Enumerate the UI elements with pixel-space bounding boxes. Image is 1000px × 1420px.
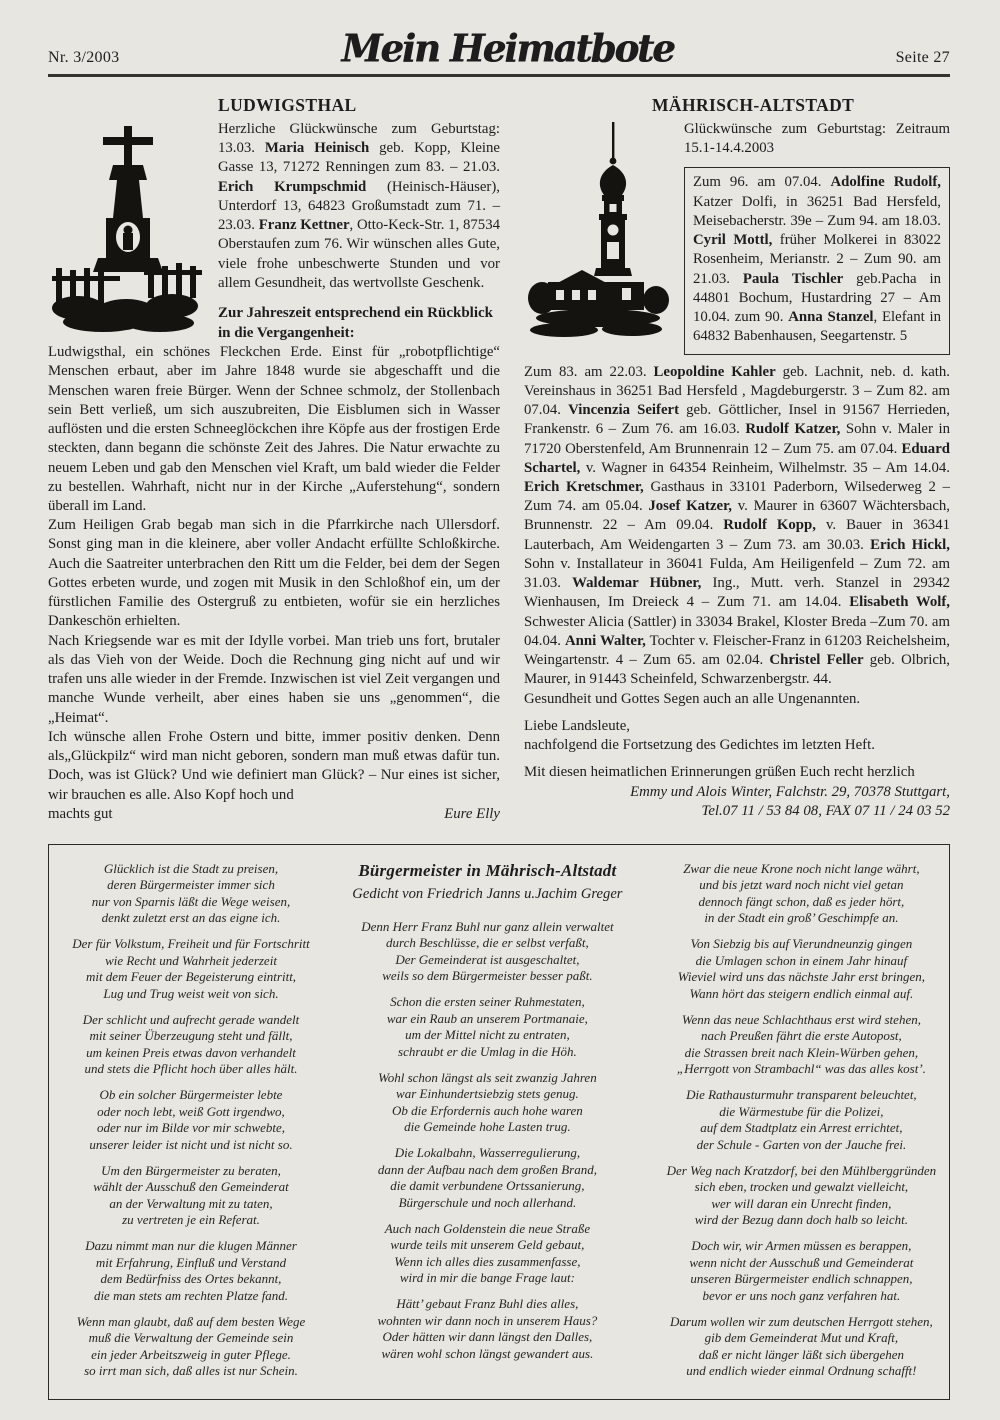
poem-line: Wenn das neue Schlachthaus erst wird stehen, [681, 1011, 921, 1027]
poem-stanza [652, 936, 951, 1002]
poem-line: mit Erfahrung, Einfluß und Verstand [95, 1254, 287, 1270]
cross-monument-icon [48, 120, 206, 342]
poem-stanza [59, 1087, 323, 1153]
poem-line: wären wohl schon längst gewandert aus. [381, 1345, 594, 1361]
poem-line: Die Rathausturmuhr transparent beleuchtet, [686, 1087, 917, 1103]
poem-stanza [59, 1314, 323, 1380]
poem-line: wie Recht und Wahrheit jederzeit [105, 952, 277, 968]
poem-line: Von Siebzig bis auf Vierundneunzig gingen [690, 936, 913, 952]
poem-line: weils so dem Bürgermeister besser paßt. [382, 968, 593, 984]
poem-line: wohnten wir dann noch in unserem Haus? [377, 1312, 598, 1328]
church-tower-illustration [524, 120, 672, 355]
poem-line: Hätt’ gebaut Franz Buhl dies alles, [396, 1296, 579, 1312]
poem-line: sich eben, trocken und gewalzt vielleicht, [694, 1179, 909, 1195]
poem-line: die Umlagen schon in einem Jahr hinauf [695, 952, 908, 968]
poem-line: Wenn ich alles dies zusammenfasse, [394, 1253, 581, 1269]
poem-stanza [59, 1238, 323, 1304]
article-maehrisch-altstadt [524, 95, 950, 824]
poem-line: Zwar die neue Krone noch nicht lange währt, [683, 860, 920, 876]
contact-signature-line-2: Tel.07 11 / 53 84 08, FAX 07 11 / 24 03 52 [701, 803, 950, 820]
poem-line: war ein Raub an unserem Portmanaie, [386, 1010, 588, 1026]
poem-line: dennoch fängt schon, daß es jeder hört, [698, 893, 905, 909]
birthday-box-text: Zum 96. am 07.04. Adolfine Rudolf, Katzer Dolfi, in 36251 Bad Hersfeld, Meisebacherstr. 39e – Zum 94. am 18.03. Cyril Mottl, früher Molkerei in 83022 Rosenheim, Merianstr. 2 – Zum 90. am 21.03. Paula Tischler geb.Pacha in 44801 Bochum, Hustardring 27 – Am 10.04. zum 90. Anna Stanzel, Elefant in 64832 Babenhausen, Seegartenstr. 5 [693, 174, 941, 345]
poem-line: Um den Bürgermeister zu beraten, [101, 1162, 281, 1178]
poem-line: war Einhundertsiebzig stets genug. [396, 1086, 579, 1102]
masthead-title: Mein Heimatbote [341, 25, 674, 71]
page-header [48, 26, 950, 77]
poem-line: Ob ein solcher Bürgermeister lebte [99, 1087, 283, 1103]
maehrisch-paragraph-4: Mit diesen heimatlichen Erinnerungen grüßen Euch recht herzlich [524, 764, 915, 781]
poem-line: Der für Volkstum, Freiheit und für Fortschritt [72, 936, 310, 952]
poem-column-left [59, 861, 323, 1390]
poem-line: Schon die ersten seiner Ruhmestaten, [390, 994, 585, 1010]
maehrisch-paragraph-1: Zum 83. am 22.03. Leopoldine Kahler geb. Lachnit, neb. d. kath. Vereinshaus in 36251 Bad Hersfeld , Magdeburgerstr. 3 – Zum 82. am 07.04. Vincenzia Seifert geb. Göttlicher, Insel in 91567 Herrieden, Frankenstr. 6 – Zum 76. am 16.03. Rudolf Katzer, Sohn v. Maler in 71720 Oberstenfeld, Am Brunnenrain 12 – Zum 75. am 07.04. Eduard Schartel, v. Wagner in 64354 Reinheim, Wilhelmstr. 35 – Am 14.04. Erich Kretschmer, Gasthaus in 33101 Paderborn, Wilsederweg 2 – Zum 74. am 05.04. Josef Katzer, v. Maurer in 63607 Wächtersbach, Brunnenstr. 22 – Am 09.04. Rudolf Kopp, v. Bauer in 36341 Lauterbach, Am Weidengarten 3 – Zum 73. am 30.03. Erich Hickl, Sohn v. Installateur in 36041 Fulda, Am Heiligenfeld – Zum 72. am 31.03. Waldemar Hübner, Ing., Mutt. verh. Stanzel in 29342 Wienhausen, Im Dreieck 4 – Zum 71. am 14.04. Elisabeth Wolf, Schwester Alicia (Sattler) in 33034 Brakel, Kloster Breda –Zum 70. am 04.04. Anni Walter, Tochter v. Fleischer-Franz in 61203 Reichelsheim, Weingartenstr. 4 – Zum 65. am 02.04. Christel Feller geb. Olbrich, Maurer, in 91443 Scheinfeld, Schwarzenbergstr. 44. [524, 363, 951, 688]
poem-line: um der Mittel nicht zu entraten, [405, 1027, 570, 1043]
maehrisch-subtitle: Glückwünsche zum Geburtstag: Zeitraum 15.1-14.4.2003 [684, 121, 950, 157]
poem-line: Darum wollen wir zum deutschen Herrgott stehen, [670, 1313, 933, 1329]
poem-line: Der schlicht und aufrecht gerade wandelt [82, 1011, 300, 1027]
poem-stanza [329, 919, 646, 985]
poem-stanza [652, 1314, 951, 1380]
poem-line: Wenn man glaubt, daß auf dem besten Wege [76, 1313, 306, 1329]
poem-column-middle [329, 861, 646, 1390]
ludwigsthal-paragraph-2: Zum Heiligen Grab begab man sich in die Pfarrkirche nach Ullersdorf. Sonst ging man in die kleinere, aber voller Andacht erfüllte Schloßkirche. Auch die Saatreiter unterbrachen den Ritt um die Felder, bei dem der Segen Gottes erbeten wurde, und zogen mit Musik in den Schloßhof ein, um der fürstlichen Familie des Ostergruß zu entbieten, wofür sie ein herzliches Dankeschön erhielten. [48, 517, 500, 630]
poem-line: so irrt man sich, daß alles ist nur Schein. [84, 1363, 298, 1379]
ludwigsthal-intro-block [218, 120, 500, 343]
ludwigsthal-paragraph-4: Ich wünsche allen Frohe Ostern und bitte, immer positiv denken. Denn als„Glückpilz“ wird man nicht geboren, sondern man muß etwas dafür tun. Doch, was ist Glück? Und wie definiert man Glück? – Nur eines ist sicher, wir brauchen es alle. Also Kopf hoch und [48, 728, 500, 803]
poem-line: oder noch lebt, weiß Gott irgendwo, [97, 1103, 285, 1119]
birthday-box [684, 167, 950, 354]
poem-stanza [59, 936, 323, 1002]
poem-line: muß die Verwaltung der Gemeinde sein [88, 1330, 294, 1346]
poem-title: Bürgermeister in Mährisch-Altstadt [358, 860, 617, 880]
poem-line: Doch wir, wir Armen müssen es berappen, [691, 1238, 912, 1254]
poem-line: und stets die Pflicht hoch über alles hält. [84, 1061, 298, 1077]
poem-line: Bürgerschule und noch allerhand. [398, 1194, 577, 1210]
wayside-cross-illustration [48, 120, 206, 343]
page-number: Seite 27 [895, 49, 950, 66]
poem-line: und endlich wieder einmal Ordnung schafft! [686, 1363, 917, 1379]
poem-column-middle-stanzas [329, 919, 646, 1362]
flashback-heading: Zur Jahreszeit entsprechend ein Rückblick in die Vergangenheit: [218, 305, 494, 341]
poem-line: Denn Herr Franz Buhl nur ganz allein verwaltet [361, 918, 614, 934]
ludwigsthal-signature-line [48, 805, 500, 824]
poem-column-right [652, 861, 951, 1390]
closing-words: machts gut [48, 805, 113, 822]
poem-section [48, 844, 950, 1401]
poem-line: Glücklich ist die Stadt zu preisen, [103, 860, 279, 876]
poem-line: unserer leider ist nicht und ist nicht so. [89, 1136, 293, 1152]
poem-line: wird in mir die bange Frage laut: [399, 1270, 575, 1286]
poem-line: Wohl schon längst als seit zwanzig Jahren [378, 1069, 597, 1085]
poem-line: dem Bedürfniss des Ortes bekannt, [100, 1271, 282, 1287]
poem-stanza [652, 1087, 951, 1153]
poem-stanza [652, 861, 951, 927]
maehrisch-paragraph-2: Gesundheit und Gottes Segen auch an alle Ungenannten. [524, 690, 861, 707]
poem-line: wenn nicht der Ausschuß und Gemeinderat [689, 1254, 914, 1270]
poem-line: durch Beschlüsse, die er selbst verfaßt, [386, 935, 589, 951]
top-section [48, 95, 950, 824]
article-title-ludwigsthal: LUDWIGSTHAL [218, 95, 357, 115]
poem-subtitle: Gedicht von Friedrich Janns u.Jachim Greger [352, 885, 623, 902]
poem-line: und bis jetzt ward noch nicht viel getan [699, 877, 904, 893]
poem-line: Dazu nimmt man nur die klugen Männer [85, 1238, 297, 1254]
church-tower-icon [524, 120, 672, 348]
poem-line: an der Verwaltung mit zu taten, [109, 1195, 273, 1211]
poem-line: Der Gemeinderat ist ausgeschaltet, [395, 951, 580, 967]
article-title-maehrisch-altstadt: MÄHRISCH-ALTSTADT [652, 95, 855, 115]
poem-line: deren Bürgermeister immer sich [107, 877, 275, 893]
contact-signature-line-1: Emmy und Alois Winter, Falchstr. 29, 70378 Stuttgart, [630, 783, 950, 800]
poem-line: Auch nach Goldenstein die neue Straße [384, 1220, 591, 1236]
poem-line: nur von Sparnis läßt die Wege weisen, [91, 893, 291, 909]
issue-number: Nr. 3/2003 [48, 49, 120, 66]
poem-line: die Strassen breit nach Klein-Würben gehen, [684, 1044, 919, 1060]
maehrisch-figure-row [524, 120, 950, 355]
maehrisch-intro-block [684, 120, 950, 355]
poem-stanza [59, 1012, 323, 1078]
poem-stanza [652, 1238, 951, 1304]
ludwigsthal-paragraph-1: Ludwigsthal, ein schönes Fleckchen Erde. Einst für „robotpflichtige“ Menschen erbaut, aber im Jahre 1848 wurde sie abgeschafft und die Menschen waren freie Bürger. Wenn der Schnee schmolz, der Stollenbach sein Bett verließ, um sich auszubreiten, Die Eisblumen sich in Wasser auflösten und die ersten Schneeglöckchen ihre Köpfe aus der frostigen Erde steckten, dann begann die schönste Zeit des Jahres. Die Natur erwachte zu neuem Leben und gab den Menschen viel Kraft, um bald wieder die Felder zu bestellen. Wahrhaft, nicht nur in der Kirche „Auferstehung“, sondern überall im Land. [48, 344, 500, 514]
poem-line: Der Weg nach Kratzdorf, bei den Mühlberggründen [666, 1162, 937, 1178]
poem-line: nach Preußen fährt die erste Autopost, [701, 1028, 902, 1044]
poem-line: „Herrgott von Strambachl“ was das alles kost’. [676, 1061, 926, 1077]
poem-line: denkt zuletzt erst an das eigne ich. [101, 910, 281, 926]
article-ludwigsthal [48, 95, 500, 824]
poem-line: die Gemeinde hohe Lasten trug. [404, 1119, 571, 1135]
poem-line: die man stets am rechten Platze fand. [93, 1287, 289, 1303]
poem-line: die damit verbundene Ortssanierung, [390, 1178, 585, 1194]
maehrisch-salutation: Liebe Landsleute, [524, 717, 630, 734]
poem-line: um keinen Preis etwas davon verhandelt [86, 1044, 296, 1060]
poem-line: dann der Aufbau nach dem großen Brand, [377, 1161, 597, 1177]
poem-line: auf dem Stadtplatz ein Arrest errichtet, [700, 1120, 903, 1136]
poem-stanza [329, 1145, 646, 1211]
poem-stanza [329, 1070, 646, 1136]
poem-line: Oder hätten wir dann längst den Dalles, [382, 1329, 593, 1345]
poem-stanza [329, 1296, 646, 1362]
poem-line: Die Lokalbahn, Wasserregulierung, [394, 1145, 581, 1161]
poem-stanza [329, 1221, 646, 1287]
poem-line: oder nur im Bilde vor mir schwebte, [96, 1120, 286, 1136]
poem-stanza [329, 994, 646, 1060]
poem-line: mit dem Feuer der Begeisterung eintritt, [85, 969, 297, 985]
poem-line: unseren Bürgermeister endlich schnappen, [690, 1271, 913, 1287]
poem-line: Wieviel wird uns das nächste Jahr erst bringen, [677, 969, 925, 985]
poem-stanza [59, 861, 323, 927]
poem-line: schraubt er die Umlag in die Höh. [398, 1043, 577, 1059]
poem-line: Wann hört das steigern endlich einmal auf. [689, 985, 914, 1001]
poem-line: bevor er uns noch ganz verfahren hat. [702, 1287, 901, 1303]
poem-line: der Schule - Garten von der Jauche frei. [696, 1136, 907, 1152]
poem-line: gib dem Gemeinderat Mut und Kraft, [704, 1330, 899, 1346]
ludwigsthal-figure-row [48, 120, 500, 343]
poem-line: wählt der Ausschuß den Gemeinderat [93, 1179, 289, 1195]
poem-line: Lug und Trug weist weit von sich. [103, 985, 279, 1001]
poem-line: wurde teils mit unserem Geld gebaut, [390, 1237, 585, 1253]
poem-stanza [652, 1163, 951, 1229]
poem-line: ein jeder Arbeitszweig in guter Pflege. [91, 1346, 291, 1362]
poem-line: Ob die Erfordernis auch hohe waren [392, 1102, 583, 1118]
poem-line: daß er nicht länger läßt sich übergehen [698, 1346, 905, 1362]
maehrisch-paragraph-3: nachfolgend die Fortsetzung des Gedichtes im letzten Heft. [524, 737, 875, 754]
poem-stanza [59, 1163, 323, 1229]
author-signature: Eure Elly [444, 805, 500, 822]
poem-line: mit seiner Überzeugung steht und fällt, [89, 1028, 293, 1044]
poem-line: die Wärmestube für die Polizei, [719, 1103, 884, 1119]
poem-line: in der Stadt ein groß’ Geschimpfe an. [704, 910, 899, 926]
poem-line: wird der Bezug dann doch halb so leicht. [694, 1212, 909, 1228]
ludwigsthal-birthday-paragraph: Herzliche Glückwünsche zum Geburtstag: 13.03. Maria Heinisch geb. Kopp, Kleine Gasse 13, 71272 Renningen zum 83. – 21.03. Erich Krumpschmid (Heinisch-Häuser), Unterdorf 13, 64823 Großumstadt zum 71. – 23.03. Franz Kettner, Otto-Keck-Str. 1, 87534 Oberstaufen zum 76. Wir wünschen alles Gute, viele frohe unbeschwerte Stunden und vor allem Gesundheit, das wertvollste Geschenk. [218, 121, 500, 291]
poem-stanza [652, 1012, 951, 1078]
ludwigsthal-paragraph-3: Nach Kriegsende war es mit der Idylle vorbei. Man trieb uns fort, brutaler als das Vieh von der Weide. Doch die Rechnung ging nicht auf und wir trafen uns alle wieder in der Fremde. Inzwischen ist viel Zeit vergangen und manche Wunde verheilt, aber eines haben sie uns „genommen“, die „Heimat“. [48, 632, 500, 726]
poem-line: zu vertreten je ein Referat. [122, 1212, 260, 1228]
poem-line: wer will daran ein Unrecht finden, [711, 1195, 892, 1211]
